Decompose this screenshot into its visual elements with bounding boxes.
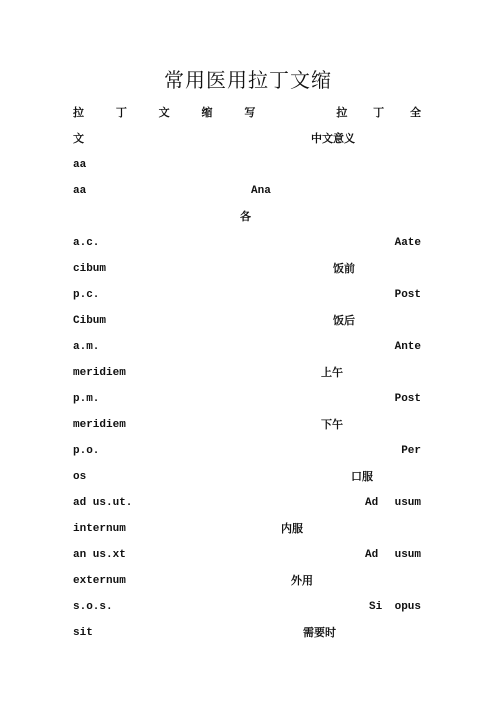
meaning: 饭前 bbox=[333, 262, 355, 275]
entry-line bbox=[73, 598, 421, 616]
meaning: 上午 bbox=[321, 366, 343, 379]
entry-line bbox=[73, 182, 421, 200]
latin: Ad bbox=[365, 497, 379, 509]
latin: Post bbox=[394, 289, 421, 301]
entry-line bbox=[73, 572, 421, 590]
document-title: 常用医用拉丁文缩 bbox=[164, 68, 332, 92]
latin: Post bbox=[394, 393, 421, 405]
entry-line bbox=[73, 208, 421, 226]
abbr: s.o.s. bbox=[73, 601, 113, 613]
latin-cont: meridiem bbox=[73, 367, 126, 379]
latin: opus bbox=[394, 601, 421, 613]
latin-cont: meridiem bbox=[73, 419, 126, 431]
entry-line bbox=[73, 286, 421, 304]
header-cont: 文 bbox=[73, 132, 84, 145]
entry-line bbox=[73, 312, 421, 330]
header-line-2 bbox=[73, 130, 421, 148]
latin-cont: os bbox=[73, 471, 87, 483]
entry-line bbox=[73, 338, 421, 356]
meaning: 内服 bbox=[281, 522, 303, 535]
entry-line bbox=[73, 156, 421, 174]
entry-line bbox=[73, 260, 421, 278]
meaning: 下午 bbox=[321, 418, 343, 431]
header-line bbox=[73, 104, 432, 122]
latin: Ana bbox=[251, 185, 271, 197]
abbr: a.m. bbox=[73, 341, 100, 353]
latin: Ante bbox=[394, 341, 421, 353]
entry-line bbox=[73, 234, 421, 252]
entry-line bbox=[73, 416, 421, 434]
entry-line bbox=[73, 546, 421, 564]
abbr: p.o. bbox=[73, 445, 100, 457]
entry-line bbox=[73, 390, 421, 408]
meaning: 口服 bbox=[351, 470, 373, 483]
abbr: p.m. bbox=[73, 393, 100, 405]
abbr: an us.xt bbox=[73, 549, 126, 561]
entry-line bbox=[73, 468, 421, 486]
latin: Ad bbox=[365, 549, 379, 561]
header-abbr: 拉 丁 文 缩 写 bbox=[73, 106, 270, 119]
latin-cont: sit bbox=[73, 627, 93, 639]
latin-cont: cibum bbox=[73, 263, 107, 275]
entry-line bbox=[73, 494, 421, 512]
latin: Per bbox=[401, 445, 421, 457]
entry-line bbox=[73, 624, 421, 642]
entry-line bbox=[73, 442, 421, 460]
latin: Si bbox=[369, 601, 383, 613]
meaning: 外用 bbox=[291, 574, 313, 587]
meaning: 需要时 bbox=[303, 626, 336, 639]
header-latin: 拉 丁 全 bbox=[336, 106, 432, 119]
latin-cont: internum bbox=[73, 523, 126, 535]
meaning: 饭后 bbox=[333, 314, 355, 327]
latin: usum bbox=[394, 549, 421, 561]
abbr: ad us.ut. bbox=[73, 497, 133, 509]
abbr: aa bbox=[73, 159, 87, 171]
entry-line bbox=[73, 364, 421, 382]
latin-cont: Cibum bbox=[73, 315, 107, 327]
abbr: aa bbox=[73, 185, 87, 197]
abbr: p.c. bbox=[73, 289, 100, 301]
latin-cont: externum bbox=[73, 575, 126, 587]
entry-line bbox=[73, 520, 421, 538]
latin: usum bbox=[394, 497, 421, 509]
latin: Aate bbox=[394, 237, 421, 249]
abbr: a.c. bbox=[73, 237, 100, 249]
meaning: 各 bbox=[240, 210, 251, 223]
header-meaning: 中文意义 bbox=[311, 132, 355, 145]
